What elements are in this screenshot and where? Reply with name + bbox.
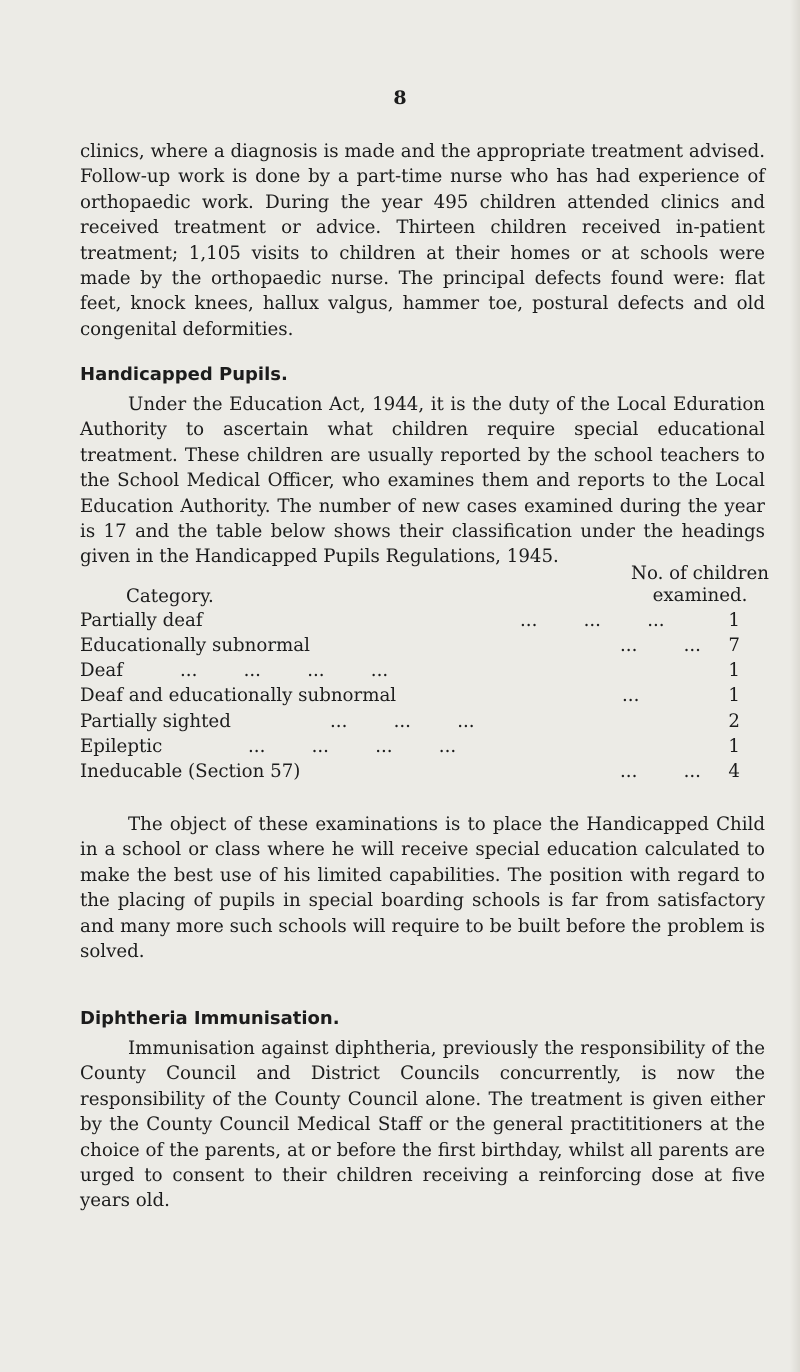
table-row [80, 659, 740, 683]
table-row [80, 710, 740, 734]
row-leaders: ... ... [620, 761, 701, 782]
handicapped-pupils-heading: Handicapped Pupils. [80, 364, 288, 385]
row-count: 7 [728, 635, 740, 656]
row-count: 2 [728, 711, 740, 732]
page-number: 8 [393, 87, 407, 109]
row-category: Partially deaf [80, 610, 203, 631]
intro-paragraph: clinics, where a diagnosis is made and the appropriate treatment advised. Follow-up work is done by a part-time nurse who has had experience of orthopaedic work. During the year 495 children attended clinics and received treatment or advice. Thirteen children received in-patient treatment; 1,105 visits to children at their homes or at schools were made by the orthopaedic nurse. The principal defects found were: flat feet, knock knees, hallux valgus, hammer toe, postural defects and old congenital deformities. [80, 141, 765, 340]
row-leaders: ... [622, 685, 640, 706]
diphtheria-immunisation-paragraph: Immunisation against diphtheria, previously the responsibility of the County Council and District Councils concurrently, is now the responsibility of the County Council alone. The treatment is given either by the County Council Medical Staff or the general practititioners at the choice of the parents, at or before the first birthday, whilst all parents are urged to consent to their children receiving a reinforcing dose at five years old. [80, 1038, 765, 1212]
handicapped-pupils-paragraph: Under the Education Act, 1944, it is the duty of the Local Eduration Authority to ascertain what children require special educational treatment. These children are usually reported by the school teachers to the School Medical Officer, who examines them and reports to the Local Education Authority. The number of new cases examined during the year is 17 and the table below shows their classification under the headings given in the Handicapped Pupils Regulations, 1945. [80, 394, 765, 568]
row-category: Educationally subnormal [80, 635, 310, 656]
row-leaders: ... ... [620, 635, 701, 656]
row-leaders: ... ... ... [520, 610, 665, 631]
row-category: Deaf and educationally subnormal [80, 685, 397, 706]
row-count: 1 [728, 660, 740, 681]
diphtheria-immunisation-heading: Diphtheria Immunisation. [80, 1008, 340, 1029]
table-row [80, 609, 740, 633]
row-category: Partially sighted [80, 711, 231, 732]
handicapped-closing-paragraph: The object of these examinations is to place the Handicapped Child in a school or class where he will receive special education calculated to make the best use of his limited capabilities. The position with regard to the placing of pupils in special boarding schools is far from satisfactory and many more such schools will require to be built before the problem is solved. [80, 814, 765, 963]
table-row [80, 760, 740, 784]
row-count: 1 [728, 610, 740, 631]
row-category: Epileptic [80, 736, 163, 757]
count-column-header-line1: No. of children [631, 563, 769, 584]
table-row [80, 684, 740, 708]
row-count: 4 [728, 761, 740, 782]
table-row [80, 735, 740, 759]
row-category: Ineducable (Section 57) [80, 761, 301, 782]
table-row [80, 634, 740, 658]
category-column-header: Category. [126, 586, 214, 607]
row-leaders: ... ... ... [330, 711, 475, 732]
row-leaders: ... ... ... ... [180, 660, 389, 681]
row-category: Deaf [80, 660, 123, 681]
count-column-header-line2: examined. [652, 585, 748, 606]
row-count: 1 [728, 736, 740, 757]
row-leaders: ... ... ... ... [248, 736, 457, 757]
page-edge-shadow [790, 0, 800, 1372]
row-count: 1 [728, 685, 740, 706]
